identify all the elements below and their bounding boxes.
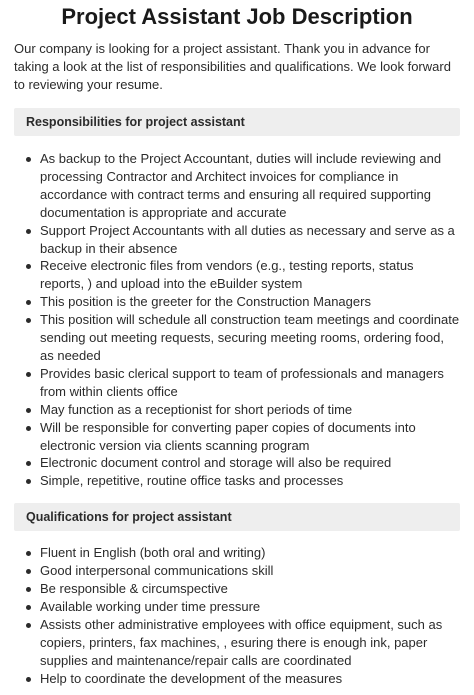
list-item xyxy=(40,670,460,688)
list-item xyxy=(40,580,460,598)
list-item xyxy=(40,598,460,616)
bullet-icon xyxy=(26,426,31,431)
list-item xyxy=(40,365,460,401)
list-item-text: Support Project Accountants with all duties as necessary and serve as a backup in their absence xyxy=(40,222,455,256)
list-item xyxy=(40,616,460,670)
list-item-text: Available working under time pressure xyxy=(40,598,261,614)
responsibilities-heading: Responsibilities for project assistant xyxy=(14,108,460,136)
list-item xyxy=(40,257,460,293)
bullet-icon xyxy=(26,408,31,413)
qualifications-heading: Qualifications for project assistant xyxy=(14,503,460,531)
bullet-icon xyxy=(26,461,31,466)
bullet-icon xyxy=(26,229,31,234)
bullet-icon xyxy=(26,372,31,377)
list-item-text: Fluent in English (both oral and writing) xyxy=(40,545,266,561)
bullet-icon xyxy=(26,264,31,269)
qualifications-list xyxy=(14,544,460,687)
list-item-text: Will be responsible for converting paper copies of documents into electronic version via clients scanning program xyxy=(40,419,416,453)
list-item xyxy=(40,311,460,365)
page-title: Project Assistant Job Description xyxy=(61,4,413,29)
list-item-text: As backup to the Project Accountant, duties will include reviewing and processing Contractor and Architect invoices for compliance in accordance with contract terms and ensuring all required supporting documentation is appropriate and accurate xyxy=(40,151,442,220)
list-item xyxy=(40,150,460,222)
bullet-icon xyxy=(26,551,31,556)
list-item-text: Electronic document control and storage will also be required xyxy=(40,455,392,471)
bullet-icon xyxy=(26,300,31,305)
list-item-text: Provides basic clerical support to team of professionals and managers from within clients office xyxy=(40,365,444,399)
list-item-text: Good interpersonal communications skill xyxy=(40,563,274,579)
bullet-icon xyxy=(26,623,31,628)
bullet-icon xyxy=(26,318,31,323)
intro-paragraph: Our company is looking for a project assistant. Thank you in advance for taking a look at the list of responsibilities and qualifications. We look forward to reviewing your resume. xyxy=(14,41,451,92)
list-item-text: May function as a receptionist for short periods of time xyxy=(40,401,353,417)
list-item-text: Assists other administrative employees with office equipment, such as copiers, printers, fax machines, , esuring there is enough ink, paper supplies and maintenance/repair calls are coordinated xyxy=(40,616,443,668)
list-item-text: Be responsible & circumspective xyxy=(40,581,228,597)
list-item-text: This position is the greeter for the Construction Managers xyxy=(40,294,371,310)
bullet-icon xyxy=(26,605,31,610)
list-item xyxy=(40,472,460,490)
list-item-text: Help to coordinate the development of the measures xyxy=(40,670,343,686)
bullet-icon xyxy=(26,677,31,682)
list-item-text: This position will schedule all construction team meetings and coordinate sending out meeting requests, securing meeting rooms, ordering food, as needed xyxy=(40,312,460,363)
responsibilities-list xyxy=(14,150,460,490)
bullet-icon xyxy=(26,587,31,592)
list-item xyxy=(40,419,460,455)
list-item xyxy=(40,293,460,311)
list-item xyxy=(40,544,460,562)
list-item xyxy=(40,401,460,419)
list-item xyxy=(40,222,460,258)
list-item-text: Simple, repetitive, routine office tasks and processes xyxy=(40,473,344,489)
bullet-icon xyxy=(26,157,31,162)
list-item xyxy=(40,562,460,580)
list-item xyxy=(40,454,460,472)
bullet-icon xyxy=(26,479,31,484)
bullet-icon xyxy=(26,569,31,574)
list-item-text: Receive electronic files from vendors (e.g., testing reports, status reports, ) and upload into the eBuilder system xyxy=(40,258,414,292)
